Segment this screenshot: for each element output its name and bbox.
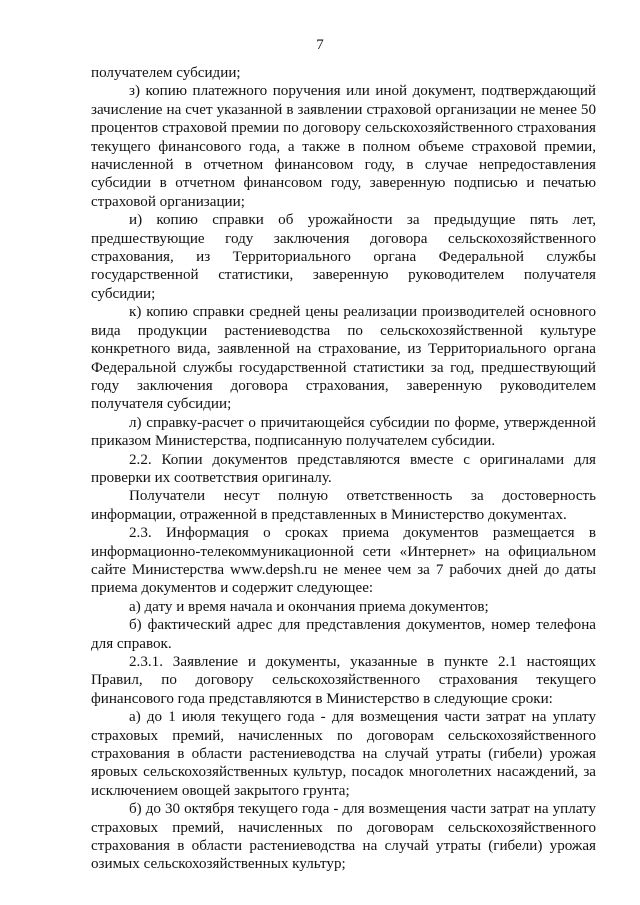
document-body [91, 64, 596, 874]
paragraph-section-2-3-1: 2.3.1. Заявление и документы, указанные в пункте 2.1 настоящих Правил, по договору сельскохозяйственного страхования текущего финансового года представляются в Министерство в следующие сроки: [91, 654, 596, 707]
paragraph-item-i: и) копию справки об урожайности за предыдущие пять лет, предшествующие году заключения договора сельскохозяйственного страхования, из Территориального органа Федеральной службы государственной статистики, заверенную руководителем получателя субсидии; [91, 212, 596, 302]
page-number: 7 [316, 37, 324, 53]
paragraph-deadline-july: а) до 1 июля текущего года - для возмещения части затрат на уплату страховых премий, начисленных по договорам сельскохозяйственного страхования в области растениеводства на случай утраты (гибели) урожая яровых сельскохозяйственных культур, посадок многолетних насаждений, за исключением овощей закрытого грунта; [91, 709, 596, 799]
paragraph-item-l: л) справку-расчет о причитающейся субсидии по форме, утвержденной приказом Министерства, подписанную получателем субсидии. [91, 414, 596, 450]
paragraph-responsibility: Получатели несут полную ответственность за достоверность информации, отраженной в представленных в Министерство документах. [91, 488, 596, 523]
paragraph-deadline-october: б) до 30 октября текущего года - для возмещения части затрат на уплату страховых премий, начисленных по договорам сельскохозяйственного страхования в области растениеводства на случай утраты (гибели) урожая озимых сельскохозяйственных культур; [91, 801, 596, 873]
paragraph-item-a-dates: а) дату и время начала и окончания приема документов; [129, 598, 489, 615]
paragraph-recipient-end: получателем субсидии; [91, 65, 241, 81]
paragraph-item-z: з) копию платежного поручения или иной документ, подтверждающий зачисление на счет указанной в заявлении страховой организации не менее 50 процентов страховой премии по договору сельскохозяйственного страхования текущего финансового года, а также в полном объеме страховой премии, начисленной в отчетном финансовом году, в случае непредоставления субсидии в отчетном финансовом году, заверенную подписью и печатью страховой организации; [91, 83, 596, 210]
paragraph-section-2-2: 2.2. Копии документов представляются вместе с оригиналами для проверки их соответствия оригиналу. [91, 451, 596, 486]
paragraph-section-2-3: 2.3. Информация о сроках приема документов размещается в информационно-телекоммуникационной сети «Интернет» на официальном сайте Министерства www.depsh.ru не менее чем за 7 рабочих дней до даты приема документов и содержит следующее: [91, 525, 596, 597]
paragraph-item-k: к) копию справки средней цены реализации производителей основного вида продукции растениеводства по сельскохозяйственной культуре конкретного вида, заявленной на страхование, из Территориального органа Федеральной службы государственной статистики за год, предшествующий году заключения договора страхования, заверенную руководителем получателя субсидии; [91, 304, 596, 413]
paragraph-item-b-address: б) фактический адрес для представления документов, номер телефона для справок. [91, 617, 596, 652]
